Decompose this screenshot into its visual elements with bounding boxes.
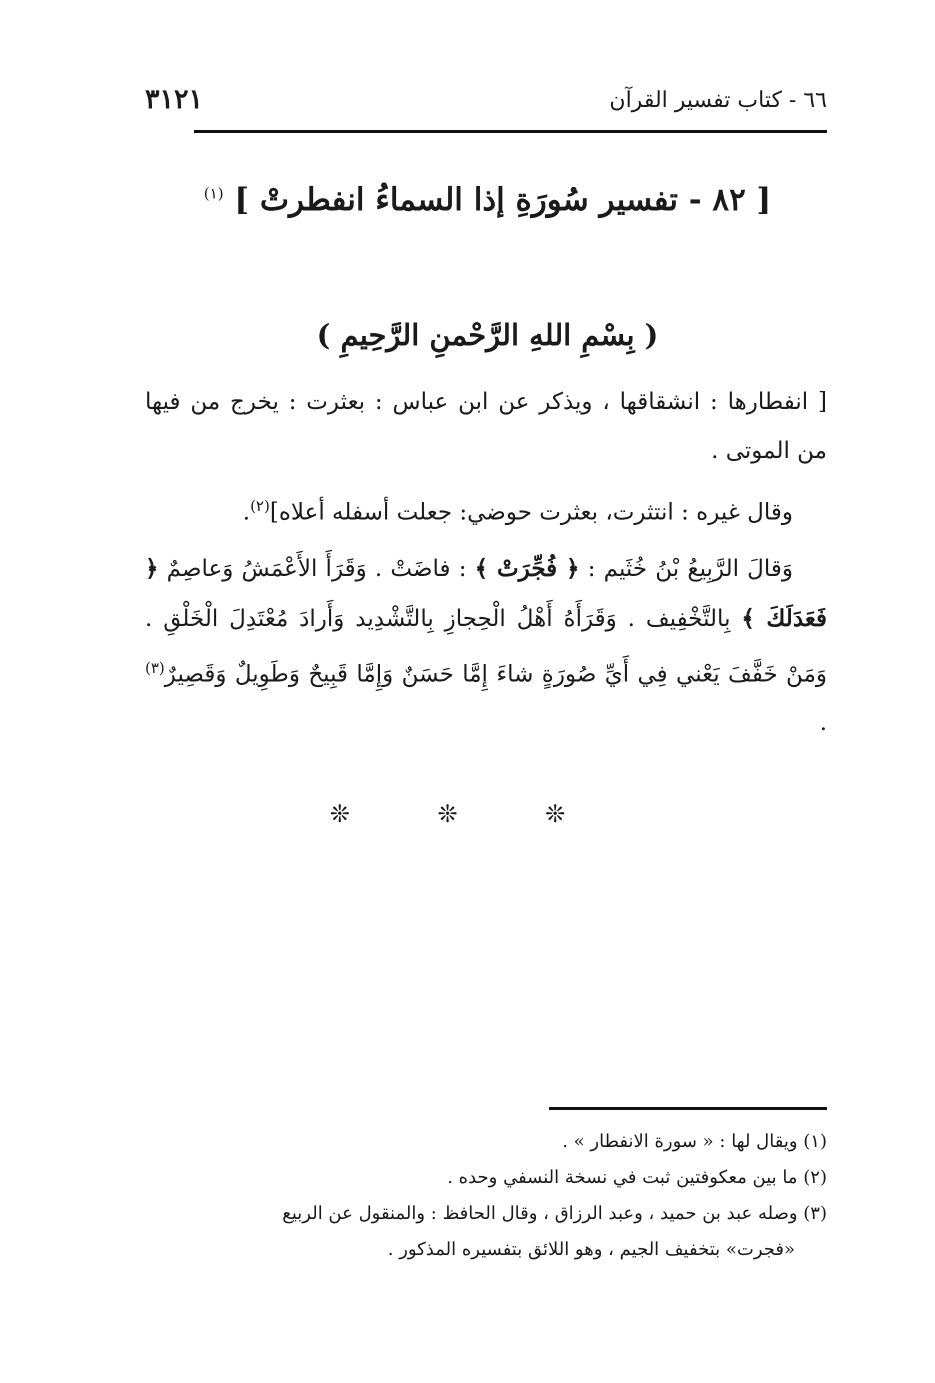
- footnote-2: (٢) ما بين معكوفتين ثبت في نسخة النسفي وحده .: [447, 1167, 827, 1188]
- title-footnote-ref: (١): [203, 184, 224, 203]
- paragraph-2-end: .: [242, 499, 251, 526]
- header-rule: [194, 130, 827, 133]
- surah-title-text: [ ٨٢ - تفسير سُورَةِ إذا السماءُ انفطرتْ ]: [234, 182, 772, 218]
- footnote-3-continuation: «فجرت» بتخفيف الجيم ، وهو اللائق بتفسيره المذكور .: [387, 1239, 795, 1260]
- body-text: [145, 378, 827, 754]
- paragraph-1: [ انفطارها : انشقاقها ، ويذكر عن ابن عباس : بعثرت : يخرج من فيها من الموتى .: [145, 389, 827, 464]
- paragraph-3-end: .: [819, 710, 827, 737]
- paragraph-3-part-c: بِالتَّخْفِيف . وَقَرَأَهُ أَهْلُ الْحِجازِ بِالتَّشْدِيد وَأَرادَ مُعْتَدِلَ الْخَلْقِ . وَمَنْ خَفَّفَ يَعْني فِي أَيِّ صُورَةٍ شاءَ إِمَّا حَسَنٌ وَإِمَّا قَبِيحٌ وَطَوِيلٌ وَقَصِيرٌ: [145, 605, 827, 688]
- chapter-title: ٦٦ - كتاب تفسير القرآن: [609, 88, 827, 113]
- footnote-1: (١) ويقال لها : « سورة الانفطار » .: [562, 1131, 827, 1152]
- paragraph-2-footnote-ref: (٢): [250, 497, 270, 515]
- section-separator: ❊ ❊ ❊: [329, 800, 606, 828]
- paragraph-2: [145, 482, 827, 538]
- paragraph-3-footnote-ref: (٣): [145, 658, 165, 677]
- paragraph-2-text: وقال غيره : انتثرت، بعثرت حوضي: جعلت أسفله أعلاه]: [269, 499, 793, 526]
- footnote-3: (٣) وصله عبد بن حميد ، وعبد الرزاق ، وقال الحافظ : والمنقول عن الربيع: [282, 1203, 827, 1224]
- surah-title: [150, 182, 825, 218]
- paragraph-3-part-b: : فاضَتْ . وَقَرَأَ الأَعْمَشُ وَعاصِمٌ: [158, 555, 475, 582]
- paragraph-3: [145, 544, 827, 749]
- page-number: ٣١٢١: [145, 84, 204, 115]
- quran-quote-fa-adalak: ﴿ فَعَدَلَكَ ﴾: [145, 554, 827, 632]
- paragraph-3-part-a: وَقالَ الرَّبِيعُ بْنُ خُثَيم :: [579, 555, 794, 582]
- footnotes: [145, 1124, 827, 1268]
- running-header: [145, 84, 827, 124]
- quran-quote-fujjirat: ﴿ فُجِّرَتْ ﴾: [474, 554, 580, 582]
- footnote-rule: [549, 1107, 827, 1110]
- basmala: ( بِسْمِ اللهِ الرَّحْمنِ الرَّحِيمِ ): [316, 318, 659, 352]
